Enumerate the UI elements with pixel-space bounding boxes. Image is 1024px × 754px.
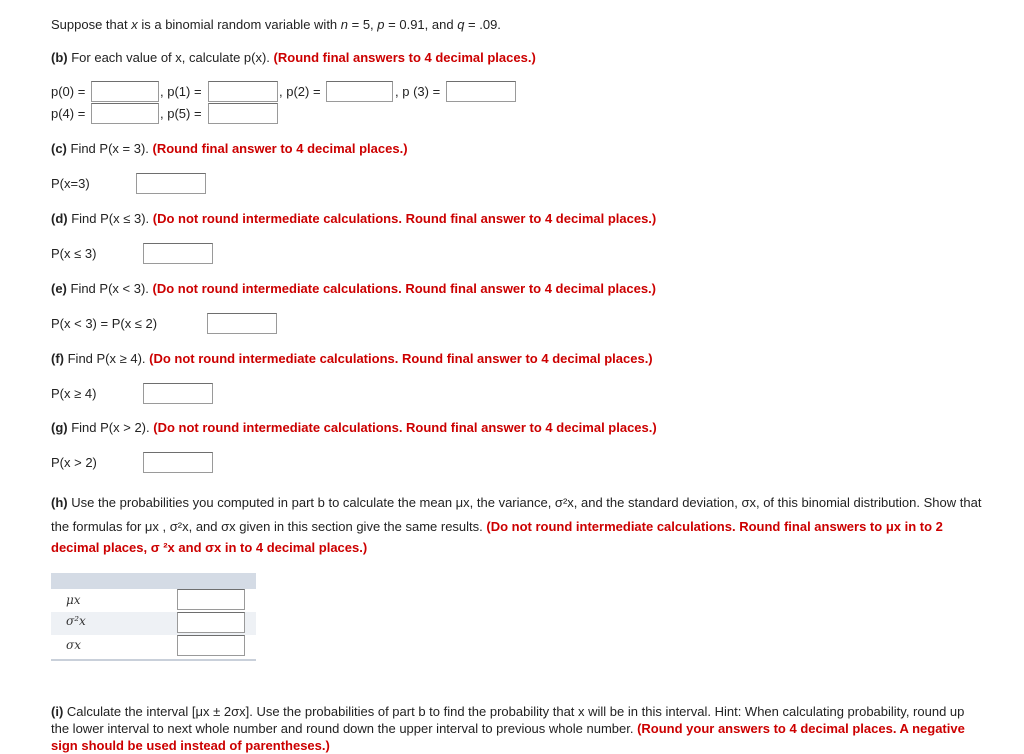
part-i-text2: the lower interval to next whole number and round down the upper interval to previous whole number. [51,721,638,736]
p4-label: p(4) = [51,106,86,121]
part-i-line1 [51,704,964,720]
intro-p-eq: = 0.91, and [384,17,458,32]
part-c-input[interactable] [136,173,206,194]
stats-table-footer [51,659,256,661]
part-h-line3 [51,540,367,556]
part-f-input[interactable] [143,383,213,404]
variance-input[interactable] [177,612,245,633]
part-f-heading [51,351,653,367]
intro-x: x [131,17,138,32]
p1-label: , p(1) = [160,84,202,99]
part-d-answer-label: P(x ≤ 3) [51,246,97,261]
p0-label: p(0) = [51,84,86,99]
mean-symbol: μx [66,593,81,607]
p2-label: , p(2) = [279,84,321,99]
part-i-line3 [51,738,330,754]
part-g-text: Find P(x > 2). [67,420,154,435]
variance-symbol: σ²x [66,614,86,628]
intro-mid: is a binomial random variable with [137,17,341,32]
part-b-heading [51,50,536,66]
stats-table-header [51,573,256,589]
part-c-note: (Round final answer to 4 decimal places.) [152,141,408,156]
intro-n-eq: = 5, [348,17,378,32]
part-e-label: (e) [51,281,67,296]
part-f-note: (Do not round intermediate calculations. Round final answer to 4 decimal places.) [149,351,653,366]
part-h-note3: decimal places, σ ²x and σx in to 4 decimal places.) [51,540,368,555]
intro-prefix: Suppose that [51,17,132,32]
intro-q-eq: = .09. [464,17,501,32]
intro-n: n [340,17,349,32]
part-e-input[interactable] [207,313,277,334]
part-i-line2 [51,721,965,737]
part-g-label: (g) [51,420,68,435]
mean-input[interactable] [177,589,245,610]
part-i-note3: sign should be used instead of parentheses.) [51,738,330,753]
part-h-text1: Use the probabilities you computed in part b to calculate the mean μx, the variance, σ²x, and the standard deviation, σx, of this binomial distribution. Show that [67,495,982,510]
part-g-answer-label: P(x > 2) [51,455,97,470]
part-f-answer-label: P(x ≥ 4) [51,386,97,401]
part-i-note2: (Round your answers to 4 decimal places. A negative [637,721,965,736]
part-g-note: (Do not round intermediate calculations. Round final answer to 4 decimal places.) [153,420,657,435]
part-c-answer-label: P(x=3) [51,176,90,191]
part-e-text: Find P(x < 3). [66,281,153,296]
p4-input[interactable] [91,103,159,124]
part-e-note: (Do not round intermediate calculations. Round final answer to 4 decimal places.) [152,281,656,296]
part-g-heading [51,420,657,436]
part-h-label: (h) [51,495,68,510]
part-b-note: (Round final answers to 4 decimal places.) [273,50,536,65]
part-c-text: Find P(x = 3). [66,141,153,156]
part-g-input[interactable] [143,452,213,473]
part-h-line2 [51,519,943,535]
part-e-answer-label: P(x < 3) = P(x ≤ 2) [51,316,158,331]
p3-input[interactable] [446,81,516,102]
part-d-label: (d) [51,211,68,226]
part-c-heading [51,141,408,157]
p5-label: , p(5) = [160,106,202,121]
p5-input[interactable] [208,103,278,124]
p3-label: , p (3) = [395,84,441,99]
part-d-note: (Do not round intermediate calculations. Round final answer to 4 decimal places.) [152,211,657,226]
part-d-text: Find P(x ≤ 3). [67,211,153,226]
intro-p: p [377,17,385,32]
part-f-text: Find P(x ≥ 4). [64,351,150,366]
part-h-line1 [51,495,981,511]
part-e-heading [51,281,656,297]
stddev-input[interactable] [177,635,245,656]
p2-input[interactable] [326,81,393,102]
p0-input[interactable] [91,81,159,102]
intro-q: q [457,17,465,32]
part-i-text1: Calculate the interval [μx ± 2σx]. Use the probabilities of part b to find the probability that x will be in this interval. Hint: When calculating probability, round up [63,704,965,719]
part-b-label: (b) [51,50,68,65]
part-h-note2: (Do not round intermediate calculations. Round final answers to μx in to 2 [486,519,943,534]
part-d-input[interactable] [143,243,213,264]
stddev-symbol: σx [66,638,81,652]
part-i-label: (i) [51,704,64,719]
p1-input[interactable] [208,81,278,102]
part-f-label: (f) [51,351,64,366]
part-b-text: For each value of x, calculate p(x). [67,50,274,65]
problem-statement [51,17,501,33]
part-d-heading [51,211,656,227]
part-c-label: (c) [51,141,67,156]
part-h-text2: the formulas for μx , σ²x, and σx given in this section give the same results. [51,519,487,534]
